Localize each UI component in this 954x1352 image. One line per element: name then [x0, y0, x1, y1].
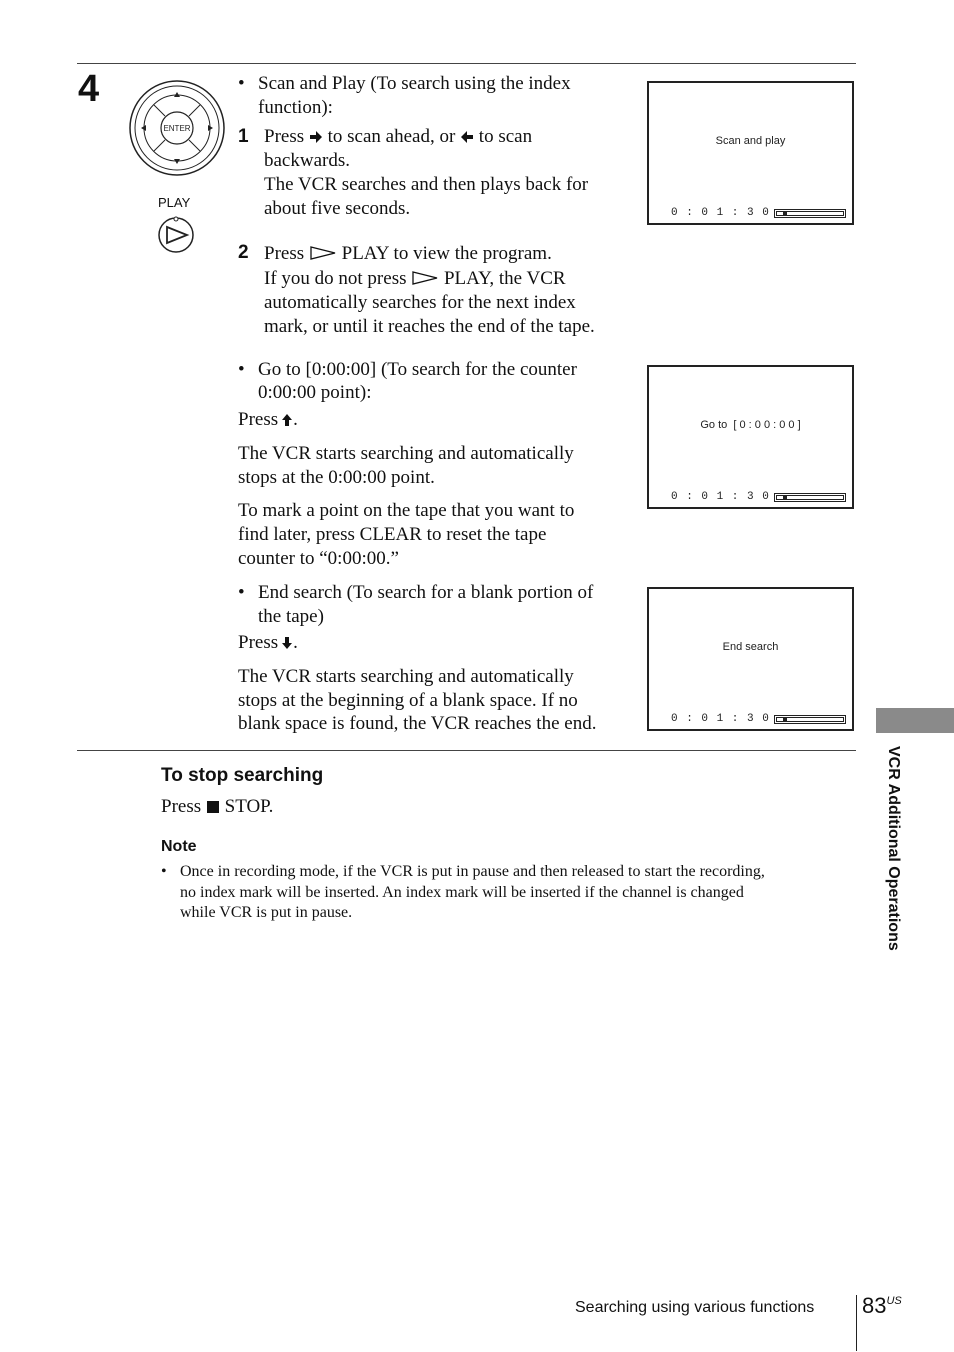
substep-1-line1: [264, 125, 532, 149]
section-tab-label: VCR Additional Operations: [885, 746, 902, 951]
screen-message: Scan and play: [715, 135, 786, 147]
stop-square-icon: [206, 800, 220, 814]
arrow-up-icon: [281, 413, 293, 427]
goto-bullet-line2: 0:00:00 point):: [258, 382, 372, 403]
remote-dpad-icon: [128, 79, 226, 177]
bottom-rule: [77, 750, 856, 751]
end-bullet: •: [238, 582, 245, 603]
stop-instruction: [161, 795, 273, 819]
enter-label: ENTER: [163, 124, 191, 133]
screen-tape-bar: [774, 715, 846, 724]
end-press-line: Press .: [238, 632, 298, 653]
scan-bullet: •: [238, 73, 245, 94]
note-bullet: •: [161, 863, 167, 880]
stop-heading: To stop searching: [161, 765, 324, 786]
substep-2-if-not: If you do not press: [264, 268, 407, 289]
note-line2: no index mark will be inserted. An index mark will be inserted if the channel is changed: [180, 884, 744, 901]
note-line1: Once in recording mode, if the VCR is put in pause and then released to start the recording,: [180, 863, 765, 880]
substep-1-line4: about five seconds.: [264, 198, 411, 219]
note-heading: Note: [161, 838, 197, 855]
substep-2-line1: [264, 242, 552, 266]
play-button-icon: [157, 214, 197, 254]
screen-tape-bar: [774, 209, 846, 218]
goto-para1-line2: stops at the 0:00:00 point.: [238, 467, 435, 488]
substep-1-scan-ahead: to scan ahead, or: [327, 126, 456, 147]
section-tab-marker: [876, 708, 954, 733]
tape-position-marker: [783, 718, 787, 722]
scan-bullet-line1: Scan and Play (To search using the index: [258, 73, 571, 94]
screen-counter: 0 : 0 1 : 3 0: [671, 491, 770, 503]
substep-1-number: 1: [238, 126, 249, 147]
goto-para2-line3: counter to “0:00:00.”: [238, 548, 399, 569]
tape-position-marker: [783, 212, 787, 216]
top-rule: [77, 63, 856, 64]
substep-1-press: Press: [264, 126, 305, 147]
footer-section-title: Searching using various functions: [575, 1299, 815, 1316]
end-para-line1: The VCR starts searching and automatically: [238, 666, 574, 687]
substep-2-line3: automatically searches for the next index: [264, 292, 576, 313]
substep-1-to-scan: to scan: [478, 126, 533, 147]
screen-message: Go to [ 0 : 0 0 : 0 0 ]: [700, 419, 801, 431]
goto-bullet-line1: Go to [0:00:00] (To search for the counter: [258, 359, 577, 380]
substep-2-line4: mark, or until it reaches the end of the tape.: [264, 316, 595, 337]
goto-bullet: •: [238, 359, 245, 380]
end-bullet-line2: the tape): [258, 606, 324, 627]
substep-2-play-text: PLAY to view the program.: [341, 243, 552, 264]
page-number: [862, 1293, 902, 1319]
end-bullet-line1: End search (To search for a blank portion of: [258, 582, 594, 603]
tape-position-marker: [783, 496, 787, 500]
arrow-down-icon: [281, 636, 293, 650]
substep-2-play-vcr: PLAY, the VCR: [443, 268, 566, 289]
goto-para1-line1: The VCR starts searching and automatically: [238, 443, 574, 464]
goto-press: Press: [238, 409, 279, 430]
screen-counter: 0 : 0 1 : 3 0: [671, 713, 770, 725]
screen-counter: 0 : 0 1 : 3 0: [671, 207, 770, 219]
goto-para2-line1: To mark a point on the tape that you want to: [238, 500, 575, 521]
end-para-line3: blank space is found, the VCR reaches the end.: [238, 713, 597, 734]
play-triangle-icon: [411, 270, 439, 286]
goto-press-line: Press .: [238, 409, 298, 430]
substep-2-press: Press: [264, 243, 305, 264]
stop-press: Press: [161, 796, 202, 817]
substep-2-number: 2: [238, 242, 249, 263]
note-line3: while VCR is put in pause.: [180, 904, 353, 921]
step-number: 4: [78, 68, 100, 110]
footer-divider: [856, 1295, 857, 1351]
stop-label: STOP.: [224, 796, 274, 817]
substep-1-line3: The VCR searches and then plays back for: [264, 174, 589, 195]
play-triangle-icon: [309, 245, 337, 261]
arrow-left-icon: [460, 130, 474, 144]
end-para-line2: stops at the beginning of a blank space. If no: [238, 690, 578, 711]
goto-para2-line2: find later, press CLEAR to reset the tape: [238, 524, 547, 545]
substep-2-line2: [264, 267, 566, 291]
screen-tape-bar: [774, 493, 846, 502]
end-press: Press: [238, 632, 279, 653]
arrow-right-icon: [309, 130, 323, 144]
play-label: PLAY: [158, 195, 191, 210]
page-number-suffix: US: [886, 1295, 902, 1307]
substep-1-line2: backwards.: [264, 150, 350, 171]
scan-bullet-line2: function):: [258, 97, 333, 118]
screen-go-to: [647, 365, 854, 509]
screen-message: End search: [722, 641, 779, 653]
screen-end-search: [647, 587, 854, 731]
page-number-value: 83: [862, 1293, 887, 1318]
screen-scan-and-play: [647, 81, 854, 225]
